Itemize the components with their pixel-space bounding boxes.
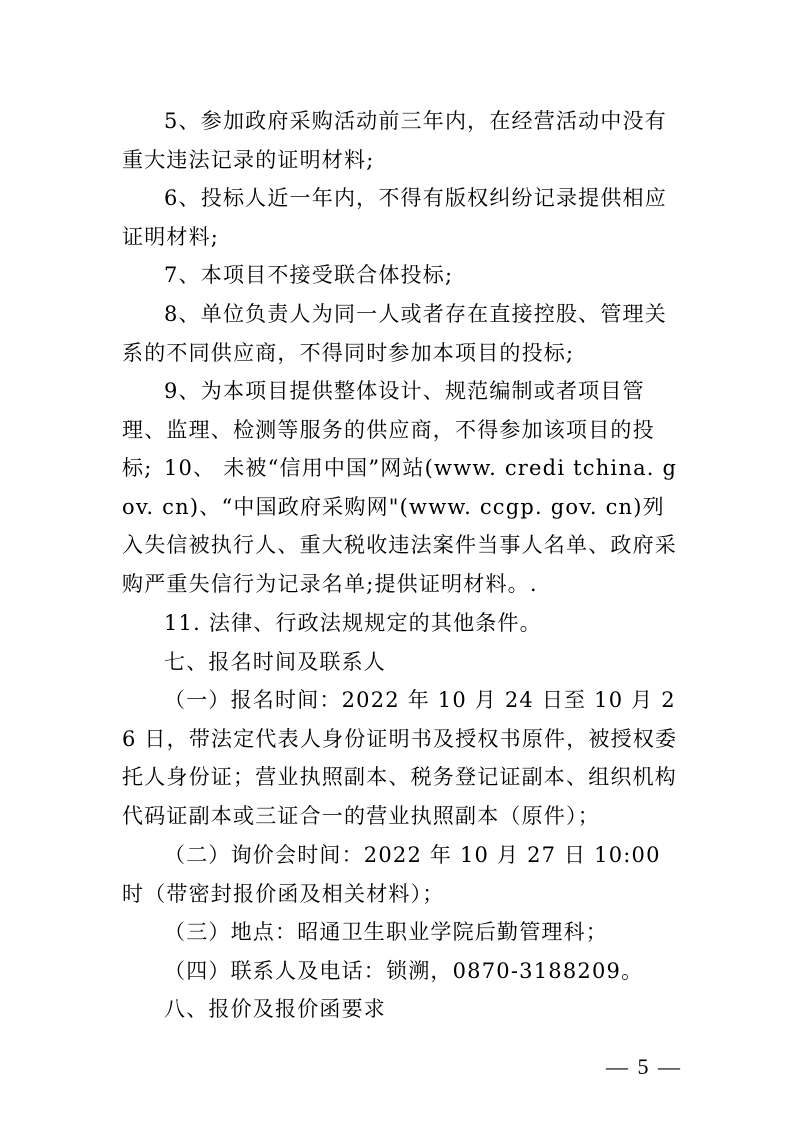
paragraph-location: （三）地点：昭通卫生职业学院后勤管理科； — [164, 920, 608, 944]
paragraph-item-9: 9、为本项目提供整体设计、规范编制或者项目管理、监理、检测等服务的供应商，不得参加该项目的投标; — [122, 379, 655, 480]
section-heading-8: 八、报价及报价函要求 — [164, 997, 386, 1021]
paragraph-item-8: 8、单位负责人为同一人或者存在直接控股、管理关系的不同供应商，不得同时参加本项目的投标; — [122, 302, 667, 365]
paragraph-item-11: 11. 法律、行政法规规定的其他条件。 — [164, 611, 542, 635]
paragraph-inquiry-time: （二）询价会时间：2022 年 10 月 27 日 10:00 时（带密封报价函及相关材料）； — [122, 843, 661, 906]
paragraph-item-6: 6、投标人近一年内，不得有版权纠纷记录提供相应证明材料; — [122, 186, 667, 249]
paragraph-item-7: 7、本项目不接受联合体投标; — [164, 263, 454, 287]
paragraph-registration-time: （一）报名时间：2022 年 10 月 24 日至 10 月 26 日，带法定代表人身份证明书及授权书原件，被授权委托人身份证；营业执照副本、税务登记证副本、组织机构代码证副本或三证合一的营业执照副本（原件）； — [122, 688, 678, 828]
paragraph-item-5: 5、参加政府采购活动前三年内，在经营活动中没有重大违法记录的证明材料; — [122, 109, 667, 172]
section-heading-7: 七、报名时间及联系人 — [164, 650, 386, 674]
paragraph-item-10: 10、 未被“信用中国”网站(www. credi tchina. gov. cn)、“中国政府采购网"(www. ccgp. gov. cn)列入失信被执行人、重大税收违法案件当事人名单、政府采购严重失信行为记录名单;提供证明材料。. — [122, 456, 678, 596]
page-number: — 5 — — [606, 1054, 682, 1079]
paragraph-contact: （四）联系人及电话：锁溯，0870-3188209。 — [164, 959, 644, 983]
